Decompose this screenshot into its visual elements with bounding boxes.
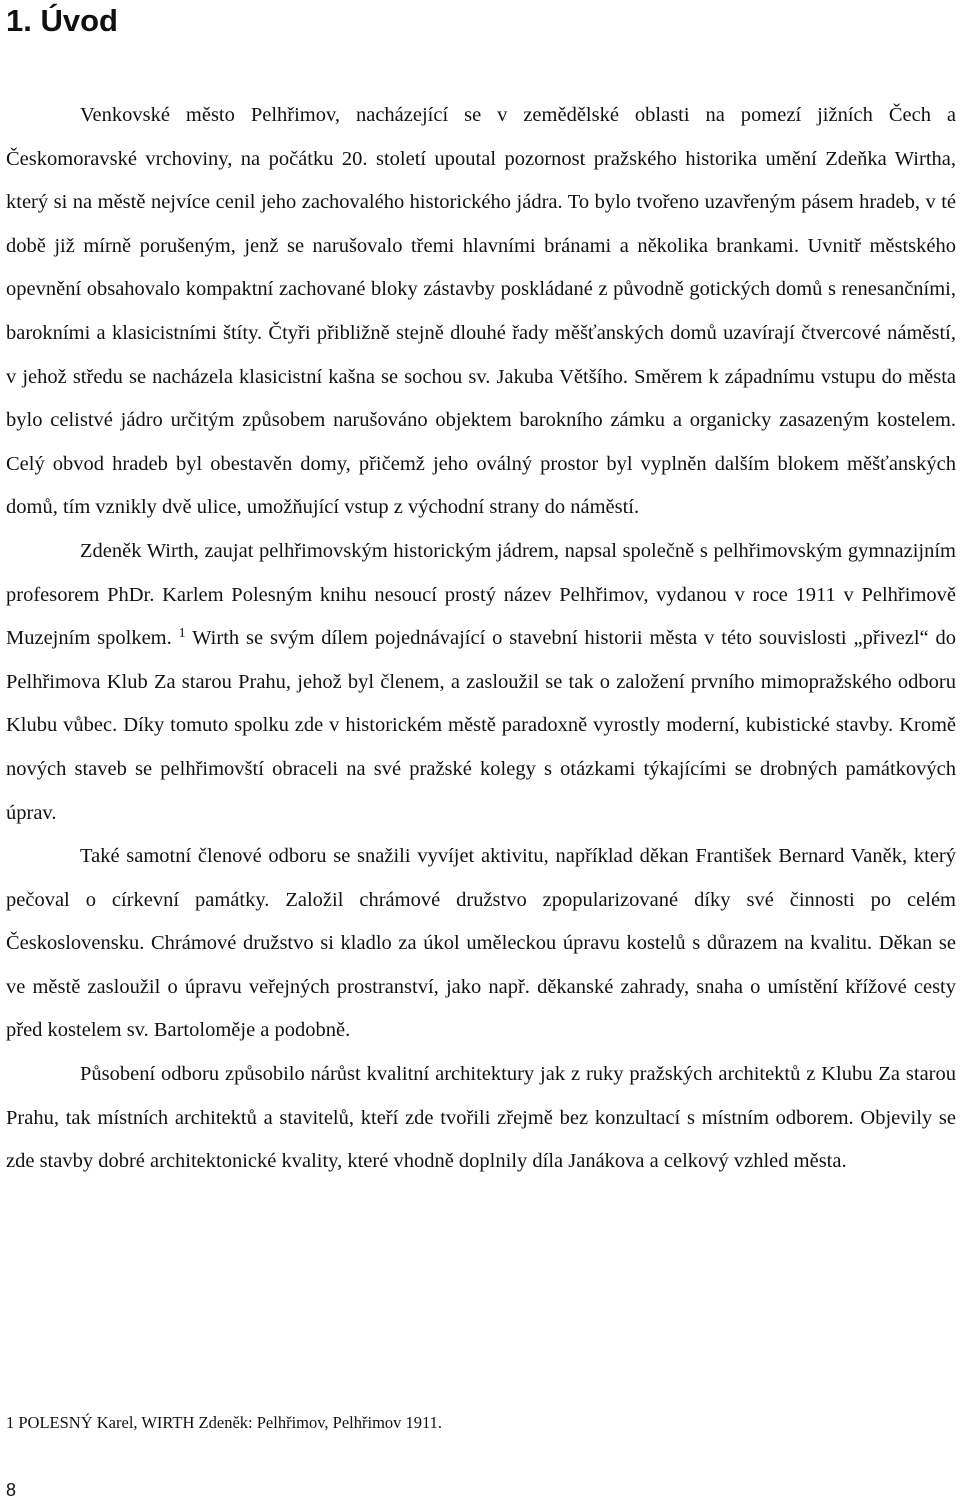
paragraph-2: [6, 530, 956, 835]
footnote-reference: 1: [178, 626, 186, 642]
paragraph-2-part-b: Wirth se svým dílem pojednávající o stavební historii města v této souvislosti „přivezl“ do Pelhřimova Klub Za starou Prahu, jehož byl členem, a zasloužil se tak o založení prvního mimopražského odboru Klubu vůbec. Díky tomuto spolku zde v historickém městě paradoxně vyrostly moderní, kubistické stavby. Kromě nových staveb se pelhřimovští obraceli na své pražské kolegy s otázkami týkajícími se drobných památkových úprav.: [6, 627, 957, 824]
body-text: [6, 94, 956, 1184]
paragraph-3: Také samotní členové odboru se snažili vyvíjet aktivitu, například děkan František Bernard Vaněk, který pečoval o církevní památky. Založil chrámové družstvo zpopularizované díky své činnosti po celém Československu. Chrámové družstvo si kladlo za úkol uměleckou úpravu kostelů s důrazem na kvalitu. Děkan se ve městě zasloužil o úpravu veřejných prostranství, jako např. děkanské zahrady, snaha o umístění křížové cesty před kostelem sv. Bartoloměje a podobně.: [6, 845, 956, 1042]
paragraph-1: Venkovské město Pelhřimov, nacházející se v zemědělské oblasti na pomezí jižních Čech a Českomoravské vrchoviny, na počátku 20. století upoutal pozornost pražského historika umění Zdeňka Wirtha, který si na městě nejvíce cenil jeho zachovalého historického jádra. To bylo tvořeno uzavřeným pásem hradeb, v té době již mírně porušeným, jenž se narušovalo třemi hlavními bránami a několika brankami. Uvnitř městského opevnění obsahovalo kompaktní zachované bloky zástavby poskládané z původně gotických domů s renesančními, barokními a klasicistními štíty. Čtyři přibližně stejně dlouhé řady měšťanských domů uzavírají čtvercové náměstí, v jehož středu se nacházela klasicistní kašna se sochou sv. Jakuba Většího. Směrem k západnímu vstupu do města bylo celistvé jádro určitým způsobem narušováno objektem barokního zámku a organicky zasazeným kostelem. Celý obvod hradeb byl obestavěn domy, přičemž jeho oválný prostor byl vyplněn dalším blokem měšťanských domů, tím vznikly dvě ulice, umožňující vstup z východní strany do náměstí.: [6, 104, 956, 519]
footnote: 1 POLESNÝ Karel, WIRTH Zdeněk: Pelhřimov, Pelhřimov 1911.: [6, 1413, 443, 1432]
page-number: 8: [6, 1480, 17, 1500]
chapter-heading: 1. Úvod: [6, 3, 118, 38]
paragraph-2-part-a: Zdeněk Wirth, zaujat pelhřimovským historickým jádrem, napsal společně s pelhřimovským gymnazijním profesorem PhDr. Karlem Polesným knihu nesoucí prostý název Pelhřimov, vydanou v roce 1911 v Pelhřimově Muzejním spolkem.: [6, 539, 956, 650]
paragraph-4: Působení odboru způsobilo nárůst kvalitní architektury jak z ruky pražských architektů z Klubu Za starou Prahu, tak místních architektů a stavitelů, kteří zde tvořili zřejmě bez konzultací s místním odborem. Objevily se zde stavby dobré architektonické kvality, které vhodně doplnily díla Janákova a celkový vzhled města.: [6, 1063, 956, 1173]
